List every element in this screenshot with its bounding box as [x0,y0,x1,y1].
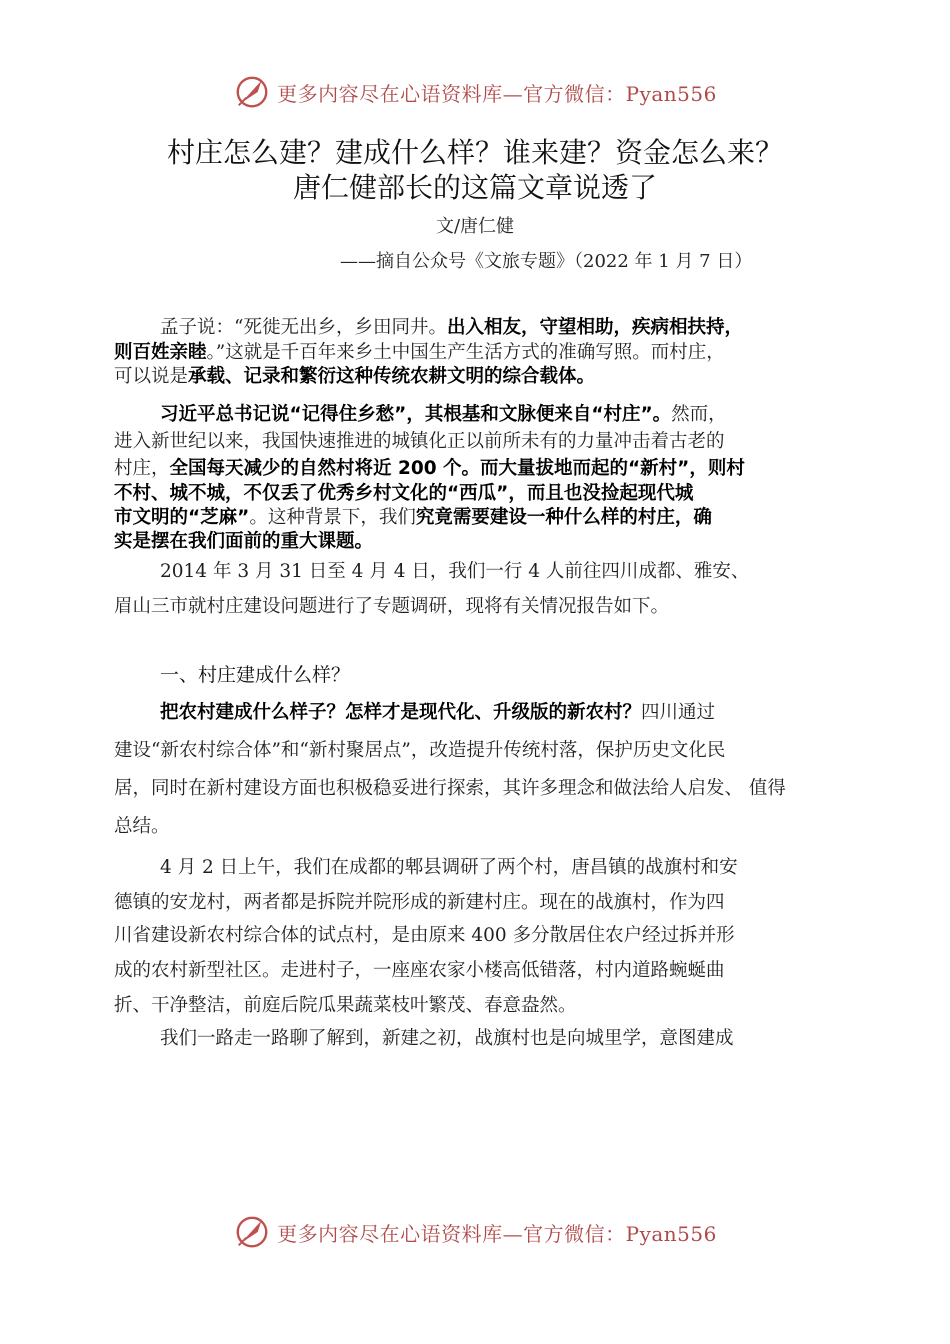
paragraph-line [114,921,844,947]
watermark-text: 更多内容尽在心语资料库—官方微信：Pyan556 [277,1221,717,1246]
bold-text-run: 出入相友，守望相助，疾病相扶持， [446,317,743,338]
bold-text-run: 承载、记录和繁衍这种传统农耕文明的综合载体。 [188,366,596,387]
text-run: 我们一路走一路聊了解到，新建之初，战旗村也是向城里学，意图建成 [160,1028,734,1049]
paragraph-line [160,1024,890,1050]
text-run: 折、干净整洁，前庭后院瓜果蔬菜枝叶繁茂、春意盎然。 [114,995,577,1016]
paragraph-line [160,313,890,339]
text-run: 总结。 [114,816,170,837]
quill-logo-icon [233,73,271,111]
paragraph-line [114,592,844,618]
footer-watermark-banner [0,1212,950,1252]
bold-text-run: 全国每天减少的自然村将近 200 个。而大量拔地而起的“新村”，则村 [169,458,745,479]
bold-text-run: 不村、城不城，不仅丢了优秀乡村文化的“西瓜”，而且也没捡起现代城 [114,483,694,504]
bold-text-run: 实是摆在我们面前的重大课题。 [114,531,374,552]
section-heading: 一、村庄建成什么样？ [160,664,351,686]
source-attribution: ——摘自公众号《文旅专题》（2022 年 1 月 7 日） [340,251,753,272]
article-title-line-1: 村庄怎么建？建成什么样？谁来建？资金怎么来？ [166,136,783,169]
text-run: 建设“新农村综合体”和“新村聚居点”，改造提升传统村落，保护历史文化民 [114,740,726,761]
paragraph-line [160,557,890,583]
paragraph-line [114,774,844,800]
text-run: 2014 年 3 月 31 日至 4 月 4 日，我们一行 4 人前往四川成都、雅安、 [160,561,750,582]
text-run: 。”这就是千百年来乡土中国生产生活方式的准确写照。而村庄， [206,342,725,363]
text-run: 成的农村新型社区。走进村子，一座座农家小楼高低错落，村内道路蜿蜒曲 [114,960,725,981]
paragraph-line [114,454,844,480]
text-run: 川省建设新农村综合体的试点村，是由原来 400 多分散居住农户经过拆并形 [114,925,735,946]
text-run: 眉山三市就村庄建设问题进行了专题调研，现将有关情况报告如下。 [114,596,670,617]
text-run: 进入新世纪以来，我国快速推进的城镇化正以前所未有的力量冲击着古老的 [114,431,725,452]
paragraph-line [114,888,844,914]
text-run: 然而， [671,404,727,425]
article-title-line-2: 唐仁健部长的这篇文章说透了 [292,171,657,204]
paragraph-line [114,736,844,762]
paragraph-line [114,427,844,453]
paragraph-line [114,812,844,838]
text-run: 。这种背景下，我们 [249,507,416,528]
watermark-text: 更多内容尽在心语资料库—官方微信：Pyan556 [277,81,717,106]
paragraph-line [114,362,844,388]
author-byline: 文/唐仁健 [435,216,515,237]
paragraph-line [160,698,890,724]
bold-text-run: 把农村建成什么样子？怎样才是现代化、升级版的新农村？ [160,702,642,723]
text-run: 四川通过 [641,702,716,723]
quill-logo-icon [233,1213,271,1251]
text-run: 孟子说：“死徙无出乡，乡田同井。 [160,317,447,338]
text-run: 居，同时在新村建设方面也积极稳妥进行探索，其许多理念和做法给人启发、 值得 [114,778,786,799]
bold-text-run: 习近平总书记说“记得住乡愁”，其根基和文脉便来自“村庄”。 [160,404,672,425]
paragraph-line [114,527,844,553]
text-run: 4 月 2 日上午，我们在成都的郫县调研了两个村，唐昌镇的战旗村和安 [160,857,738,878]
paragraph-line [114,479,844,505]
text-run: 村庄， [114,458,170,479]
bold-text-run: 则百姓亲睦 [114,342,207,363]
paragraph-line [114,956,844,982]
paragraph-line [114,338,844,364]
paragraph-line [114,991,844,1017]
paragraph-line [114,503,844,529]
text-run: 可以说是 [114,366,189,387]
paragraph-line [160,400,890,426]
bold-text-run: 市文明的“芝麻” [114,507,250,528]
paragraph-line [160,853,890,879]
text-run: 德镇的安龙村，两者都是拆院并院形成的新建村庄。现在的战旗村，作为四 [114,892,725,913]
bold-text-run: 究竟需要建设一种什么样的村庄，确 [415,507,712,528]
header-watermark-banner [0,72,950,112]
